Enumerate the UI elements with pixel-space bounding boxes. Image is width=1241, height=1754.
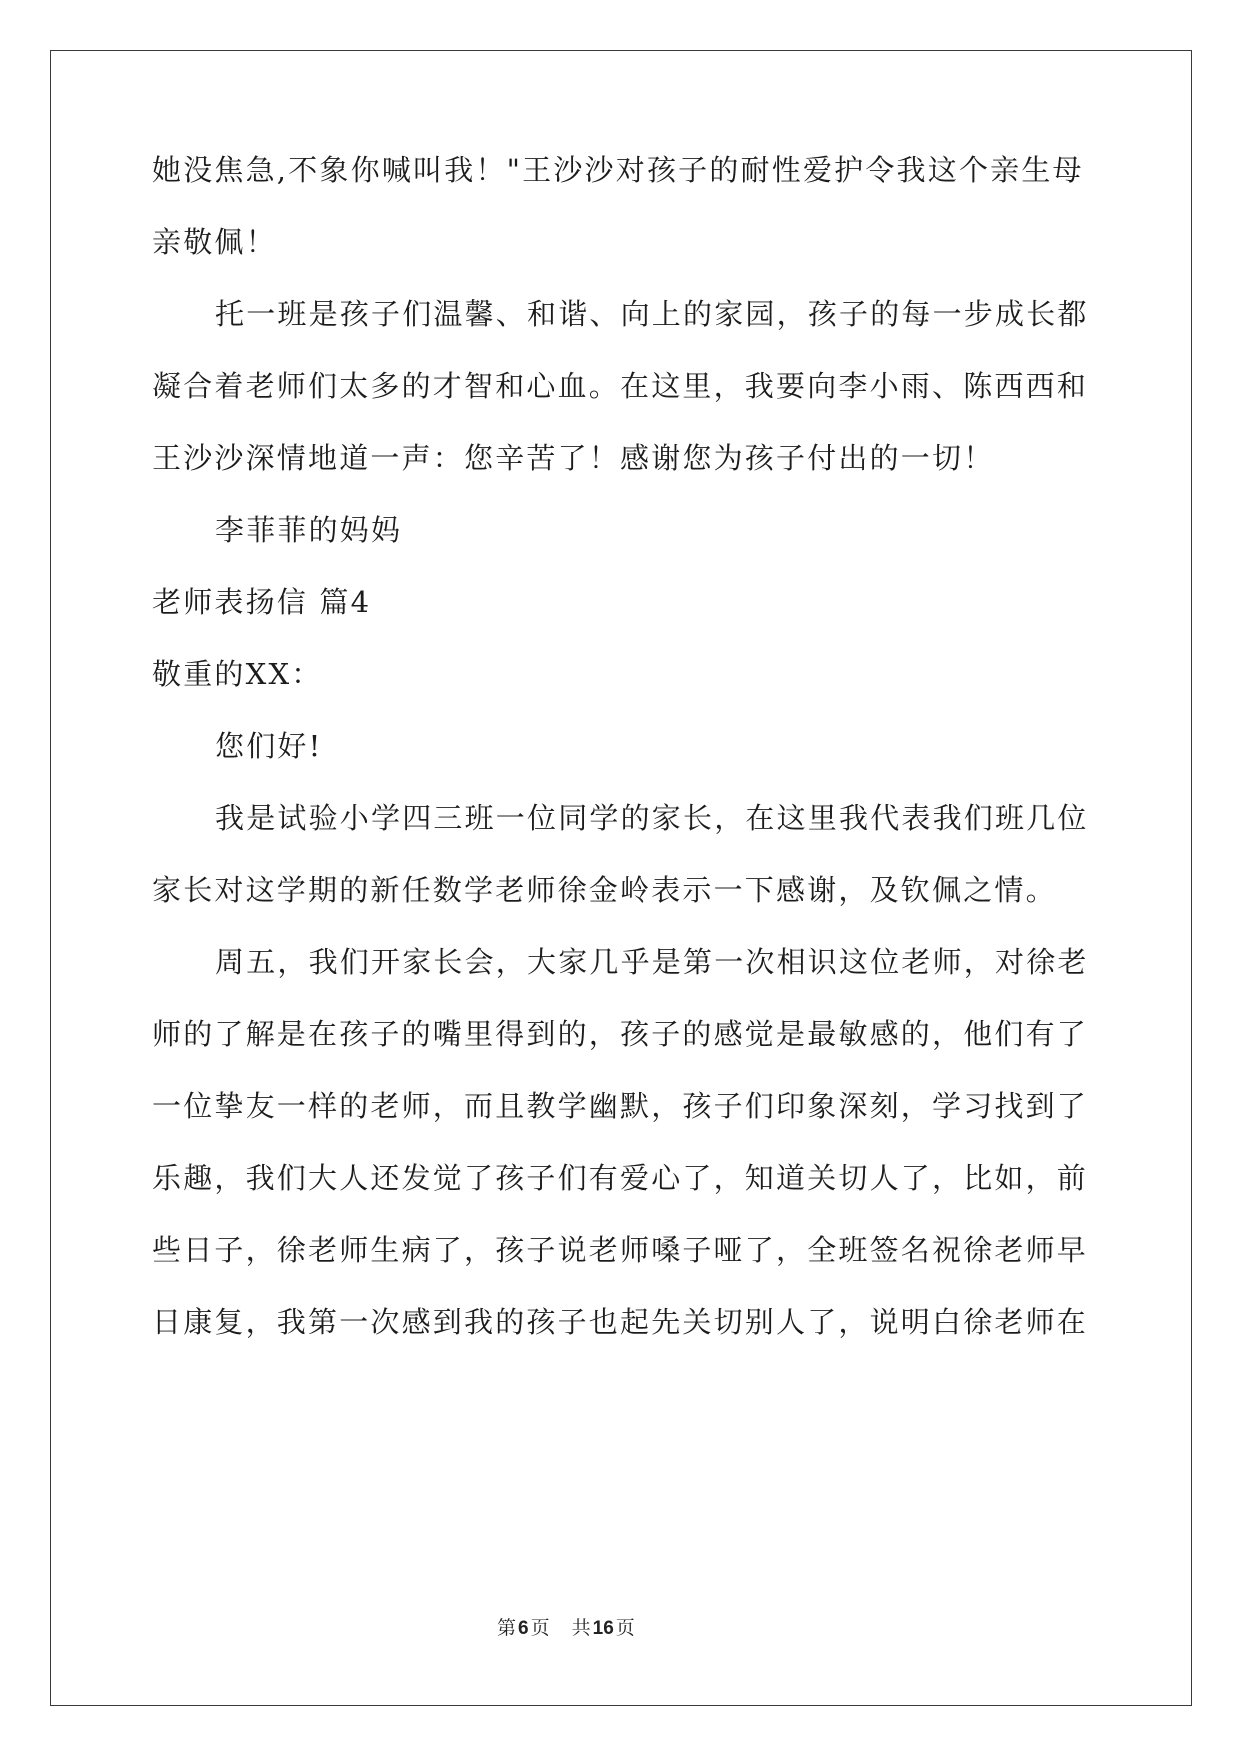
page-footer xyxy=(497,1614,635,1642)
text-line: 周五，我们开家长会，大家几乎是第一次相识这位老师，对徐老 xyxy=(215,945,1089,979)
text-line: 家长对这学期的新任数学老师徐金岭表示一下感谢，及钦佩之情。 xyxy=(152,873,1057,907)
signature-line: 李菲菲的妈妈 xyxy=(215,513,403,547)
total-suffix: 页 xyxy=(615,1617,635,1639)
text-line: 托一班是孩子们温馨、和谐、向上的家园，孩子的每一步成长都 xyxy=(215,297,1089,331)
section-title: 老师表扬信 篇4 xyxy=(152,585,372,619)
text-line: 王沙沙深情地道一声：您辛苦了！感谢您为孩子付出的一切！ xyxy=(152,441,995,475)
page-number: 6 xyxy=(518,1618,529,1639)
text-line: 她没焦急,不象你喊叫我！"王沙沙对孩子的耐性爱护令我这个亲生母 xyxy=(152,153,1084,187)
text-line: 师的了解是在孩子的嘴里得到的，孩子的感觉是最敏感的，他们有了 xyxy=(152,1017,1089,1051)
text-line: 凝合着老师们太多的才智和心血。在这里，我要向李小雨、陈西西和 xyxy=(152,369,1089,403)
page-prefix: 第 xyxy=(497,1617,517,1639)
total-pages: 16 xyxy=(592,1618,614,1639)
text-line: 我是试验小学四三班一位同学的家长，在这里我代表我们班几位 xyxy=(215,801,1089,835)
text-line: 乐趣，我们大人还发觉了孩子们有爱心了，知道关切人了，比如，前 xyxy=(152,1161,1089,1195)
total-prefix: 共 xyxy=(571,1617,591,1639)
text-line: 日康复，我第一次感到我的孩子也起先关切别人了，说明白徐老师在 xyxy=(152,1305,1089,1339)
salutation: 敬重的XX： xyxy=(152,657,323,691)
page-suffix: 页 xyxy=(530,1617,550,1639)
text-line: 一位挚友一样的老师，而且教学幽默，孩子们印象深刻，学习找到了 xyxy=(152,1089,1089,1123)
text-line: 些日子，徐老师生病了，孩子说老师嗓子哑了，全班签名祝徐老师早 xyxy=(152,1233,1089,1267)
text-line: 亲敬佩！ xyxy=(152,225,277,259)
greeting-line: 您们好! xyxy=(215,729,323,763)
document-body xyxy=(152,134,1112,1358)
